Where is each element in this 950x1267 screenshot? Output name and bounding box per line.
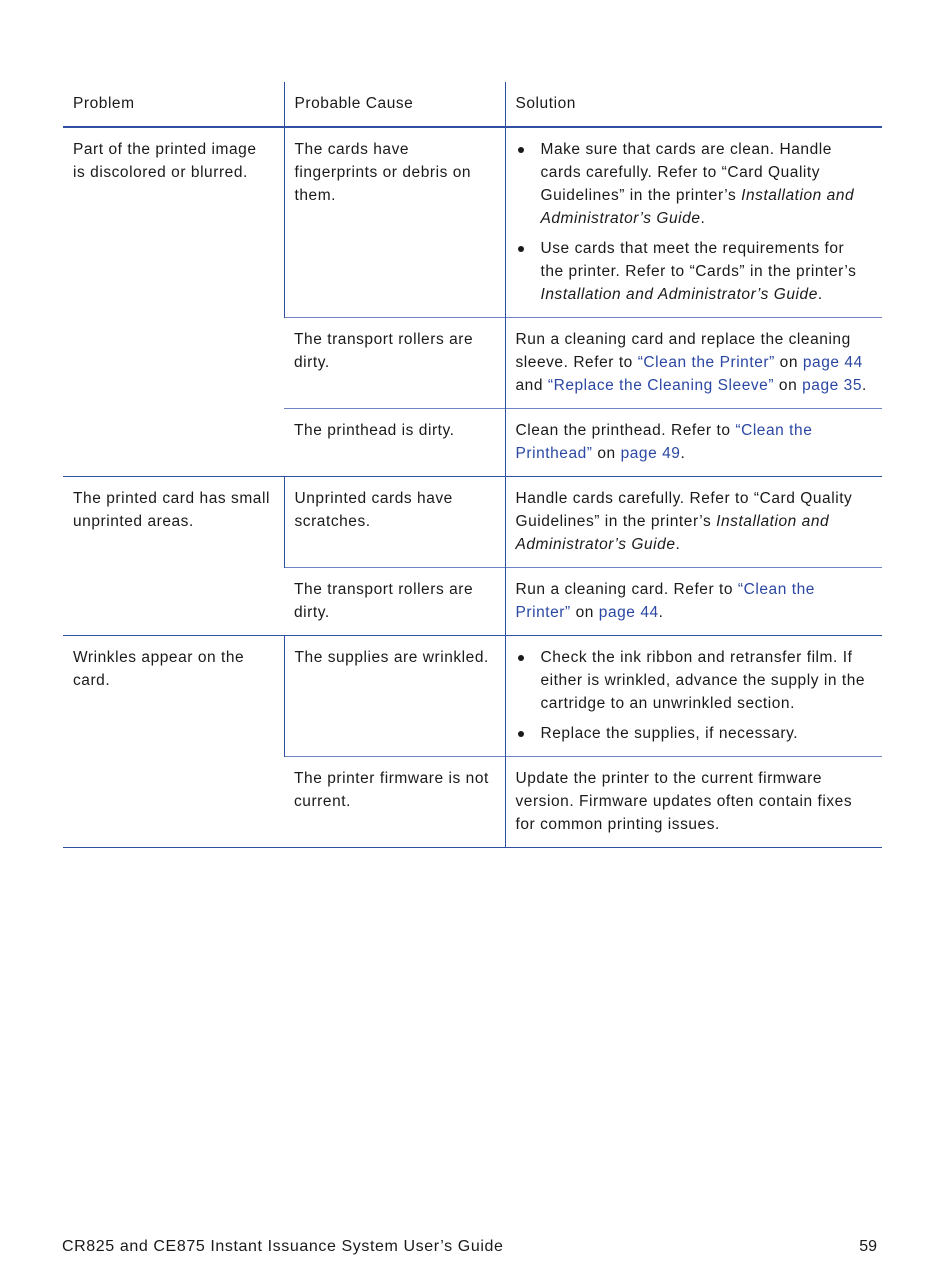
clean-printer-link[interactable]: “Clean the Printer” — [515, 581, 815, 621]
solution-text: Make sure that cards are clean. Handle cards carefully. Refer to “Card Quality Guidelines” in the printer’s — [540, 141, 832, 204]
solution-text: Run a cleaning card. Refer to — [515, 581, 738, 598]
solution-text: Clean the printhead. Refer to — [515, 422, 736, 439]
solution-text: . — [680, 445, 686, 462]
footer-document-title: CR825 and CE875 Instant Issuance System User’s Guide — [62, 1238, 504, 1255]
cause-cell: The cards have fingerprints or debris on them. — [284, 127, 505, 318]
problem-cell: Wrinkles appear on the card. — [73, 649, 245, 689]
page-44-link[interactable]: page 44 — [598, 604, 659, 621]
guide-title: Installation and Administrator’s Guide — [540, 286, 818, 303]
solution-text: . — [817, 286, 823, 303]
guide-title: Installation and Administrator’s Guide — [515, 513, 830, 553]
solution-text: . — [658, 604, 664, 621]
clean-printhead-link[interactable]: “Clean the Printhead” — [515, 422, 813, 462]
cause-cell: The transport rollers are dirty. — [294, 331, 474, 371]
table-header-row — [63, 82, 882, 127]
header-probable-cause: Probable Cause — [284, 82, 505, 127]
page-49-link[interactable]: page 49 — [620, 445, 681, 462]
solution-cell — [505, 318, 882, 409]
cause-cell: The printer firmware is not current. — [294, 770, 489, 810]
solution-text: and — [515, 377, 548, 394]
solution-list — [516, 138, 873, 306]
page-44-link[interactable]: page 44 — [802, 354, 863, 371]
solution-cell — [505, 409, 882, 477]
problem-cell: The printed card has small unprinted areas. — [73, 490, 270, 530]
troubleshooting-table — [63, 82, 882, 848]
cause-cell: The supplies are wrinkled. — [284, 636, 505, 757]
solution-text: on — [774, 354, 803, 371]
solution-text: . — [862, 377, 867, 394]
table-row — [63, 127, 882, 318]
cause-cell: The transport rollers are dirty. — [294, 581, 474, 621]
cause-cell: The printhead is dirty. — [294, 422, 455, 439]
list-item — [516, 138, 873, 230]
list-item — [516, 237, 873, 306]
solution-cell — [505, 636, 882, 757]
clean-printer-link[interactable]: “Clean the Printer” — [637, 354, 775, 371]
list-item: Replace the supplies, if necessary. — [516, 722, 873, 745]
solution-text: on — [592, 445, 621, 462]
solution-text: Handle cards carefully. Refer to “Card Quality Guidelines” in the printer’s — [515, 490, 853, 530]
solution-text: Run a cleaning card and replace the cleaning sleeve. Refer to — [515, 331, 851, 371]
table-row — [63, 636, 882, 757]
solution-text: . — [700, 210, 706, 227]
solution-cell — [505, 127, 882, 318]
solution-cell — [505, 477, 882, 568]
list-item: Check the ink ribbon and retransfer film. If either is wrinkled, advance the supply in the cartridge to an unwrinkled section. — [516, 646, 873, 715]
solution-text: on — [570, 604, 599, 621]
solution-text: on — [774, 377, 803, 394]
cause-cell: Unprinted cards have scratches. — [284, 477, 505, 568]
replace-cleaning-sleeve-link[interactable]: “Replace the Cleaning Sleeve” — [547, 377, 775, 394]
table-row — [63, 477, 882, 568]
guide-title: Installation and Administrator’s Guide — [540, 187, 855, 227]
solution-text: . — [675, 536, 681, 553]
header-problem: Problem — [73, 95, 135, 112]
solution-list — [516, 646, 873, 745]
solution-cell: Update the printer to the current firmware version. Firmware updates often contain fixes for common printing issues. — [505, 757, 882, 848]
page-35-link[interactable]: page 35 — [802, 377, 863, 394]
solution-text: Use cards that meet the requirements for the printer. Refer to “Cards” in the printer’s — [540, 240, 857, 280]
problem-cell: Part of the printed image is discolored or blurred. — [73, 141, 257, 181]
header-solution: Solution — [505, 82, 882, 127]
solution-cell — [505, 568, 882, 636]
page-number: 59 — [859, 1238, 877, 1255]
